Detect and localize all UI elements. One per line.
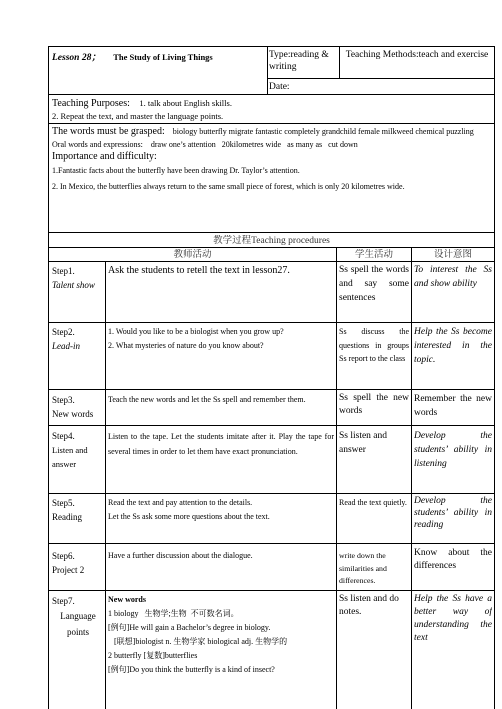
design-intent: Help the Ss have a better way of understanding the text bbox=[414, 594, 492, 643]
oral-label: Oral words and expressions: bbox=[52, 140, 143, 149]
row-divider bbox=[49, 389, 494, 390]
step-label: Step2. Lead-in bbox=[52, 327, 80, 351]
oral-list: draw one’s attention 20kilometres wide as many as cut down bbox=[150, 140, 358, 149]
teacher-activity: Have a further discussion about the dialogue. bbox=[108, 551, 253, 560]
lesson-type: Type:reading & writing bbox=[269, 50, 329, 72]
col-divider bbox=[336, 247, 337, 709]
student-activity: Ss listen and do notes. bbox=[339, 594, 399, 617]
step-label: Step7. Language points bbox=[52, 596, 96, 637]
student-activity: Ss listen and answer bbox=[339, 431, 388, 455]
row-divider bbox=[49, 123, 494, 124]
words-list: biology butterfly migrate fantastic completely grandchild female milkweed chemical puzzling bbox=[172, 127, 474, 136]
col-divider bbox=[339, 47, 340, 78]
step-label: Step3. New words bbox=[52, 395, 94, 419]
design-intent: Help the Ss become interested in the topic. bbox=[414, 327, 492, 365]
step-label: Step6. Project 2 bbox=[52, 551, 85, 575]
step-label: Step1. Talent show bbox=[52, 266, 95, 290]
student-activity: write down the similarities and differences. bbox=[339, 551, 387, 585]
procedures-title: 教学过程Teaching procedures bbox=[213, 236, 330, 246]
step-label: Step5. Reading bbox=[52, 498, 82, 522]
student-activity: Read the text quietly. bbox=[339, 498, 407, 507]
design-intent: Develop the students’ ability in reading bbox=[414, 496, 492, 530]
col-divider bbox=[411, 247, 412, 709]
col-divider bbox=[105, 261, 106, 709]
lesson-number: Lesson 28； bbox=[52, 53, 101, 63]
lesson-title bbox=[52, 51, 264, 64]
teacher-activity: Ask the students to retell the text in lesson27. bbox=[108, 265, 290, 276]
student-activity: Ss discuss the questions in groups Ss report to the class bbox=[339, 327, 409, 363]
col-teacher-header: 教师活动 bbox=[173, 250, 212, 260]
words-section bbox=[52, 126, 491, 193]
design-intent: To interest the Ss and show ability bbox=[414, 265, 492, 289]
difficulty-item-2: 2. In Mexico, the butterflies always return to the same small piece of forest, which is only 20 kilometres wide. bbox=[52, 182, 405, 191]
row-divider bbox=[49, 232, 494, 233]
row-divider bbox=[49, 425, 494, 426]
row-divider bbox=[49, 543, 494, 544]
row-divider bbox=[49, 493, 494, 494]
row-divider bbox=[49, 322, 494, 323]
purposes-label: Teaching Purposes: bbox=[52, 98, 130, 109]
teaching-methods: Teaching Methods:teach and exercise bbox=[345, 50, 489, 60]
teaching-purposes bbox=[52, 97, 492, 122]
difficulty-label: Importance and difficulty: bbox=[52, 151, 157, 162]
words-label: The words must be grasped: bbox=[52, 126, 165, 137]
step-label: Step4. Listen and answer bbox=[52, 431, 88, 469]
row-divider bbox=[49, 261, 494, 262]
teacher-activity: New words 1 biology 生物学;生物 不可数名词。 [例句]He will gain a Bachelor’s degree in biology. [联想]biologist n. 生物学家 biological adj. 生物学的 2 butterfly [复数]butterflies [例句]Do you think the butterfly is a kind of insect? bbox=[108, 595, 288, 674]
design-intent: Develop the students’ ability in listening bbox=[414, 431, 492, 469]
student-activity: Ss spell the new words bbox=[339, 393, 409, 416]
purpose-item-1: 1. talk about English skills. bbox=[139, 98, 232, 108]
difficulty-item-1: 1.Fantastic facts about the butterfly have been drawing Dr. Taylor’s attention. bbox=[52, 166, 300, 175]
col-design-header: 设计意图 bbox=[433, 250, 472, 260]
lesson-plan-table bbox=[48, 46, 495, 709]
purpose-item-2: 2. Repeat the text, and master the language points. bbox=[52, 111, 224, 121]
teacher-activity: Listen to the tape. Let the students imitate after it. Play the tape for several times in order to let them have exact pronunciation. bbox=[108, 432, 334, 456]
design-intent: Remember the new words bbox=[414, 394, 492, 418]
row-divider bbox=[49, 94, 494, 95]
row-divider bbox=[267, 78, 494, 79]
row-divider bbox=[49, 247, 494, 248]
teacher-activity: Read the text and pay attention to the details. Let the Ss ask some more questions about the text. bbox=[108, 498, 270, 521]
design-intent: Know about the differences bbox=[414, 548, 492, 571]
row-divider bbox=[49, 590, 494, 591]
teacher-activity: Teach the new words and let the Ss spell and remember them. bbox=[108, 395, 306, 404]
col-divider bbox=[267, 47, 268, 94]
date-label: Date: bbox=[269, 82, 290, 92]
lesson-name: The Study of Living Things bbox=[113, 52, 213, 62]
student-activity: Ss spell the words and say some sentences bbox=[339, 265, 409, 303]
teacher-activity: 1. Would you like to be a biologist when you grow up? 2. What mysteries of nature do you know about? bbox=[108, 327, 284, 350]
col-student-header: 学生活动 bbox=[354, 250, 393, 260]
